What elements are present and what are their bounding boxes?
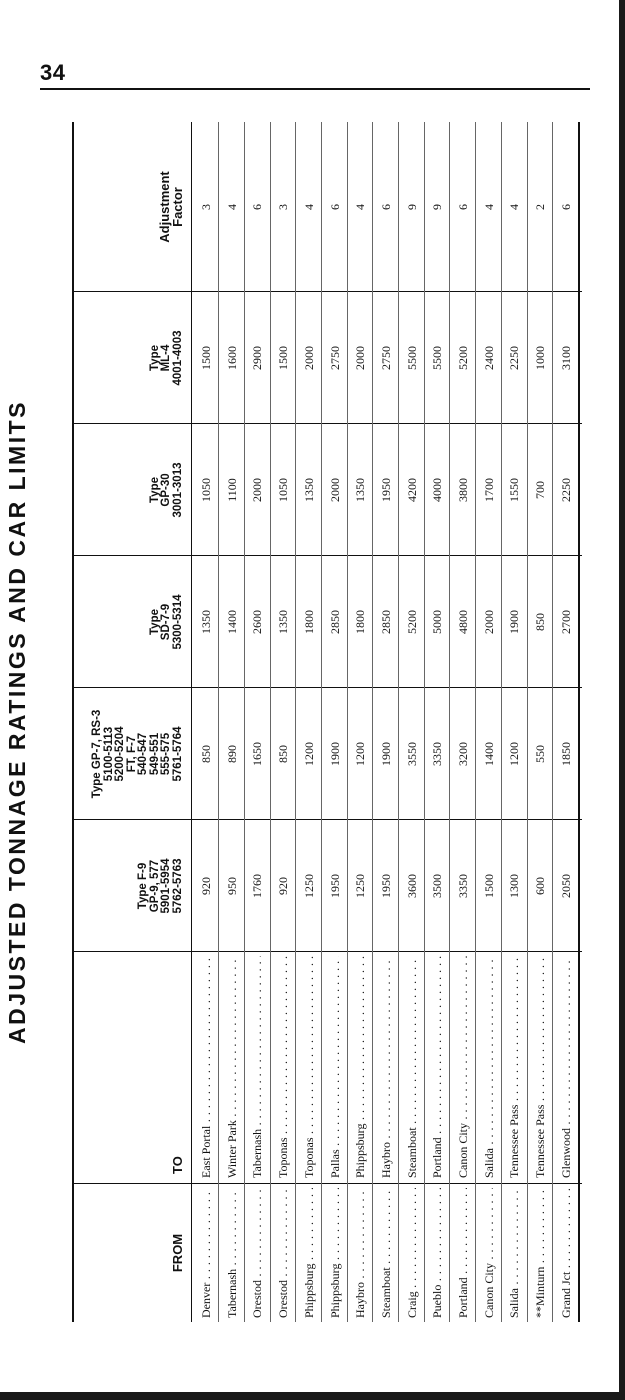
cell-sd7: 1350: [276, 610, 291, 634]
cell-from: Denver . . .: [194, 1188, 219, 1318]
rotated-table-wrapper: [4, 122, 580, 1322]
header-type-ml4: Type ML-4 4001-4003: [148, 330, 184, 386]
cell-gp30: 2000: [250, 478, 265, 502]
cell-from: Pueblo . . .: [425, 1188, 450, 1318]
cell-to: Winter Park . . .: [220, 956, 245, 1178]
cell-sd7: 1900: [507, 610, 522, 634]
cell-gp30: 1950: [378, 478, 393, 502]
cell-f9: 1500: [481, 874, 496, 898]
cell-gp30: 4200: [404, 478, 419, 502]
cell-gp7: 1900: [327, 742, 342, 766]
table-row: [245, 122, 270, 1322]
cell-sd7: 5200: [404, 610, 419, 634]
cell-to: East Portal . . .: [194, 956, 219, 1178]
cell-ml4: 2000: [301, 346, 316, 370]
cell-f9: 3500: [430, 874, 445, 898]
cell-ml4: 5500: [430, 346, 445, 370]
cell-from: Phippsburg . . .: [297, 1188, 322, 1318]
cell-sd7: 2700: [558, 610, 573, 634]
cell-ml4: 2900: [250, 346, 265, 370]
table-row: [425, 122, 450, 1322]
cell-from: Steamboat . . .: [374, 1188, 399, 1318]
cell-from: **Minturn . . .: [528, 1188, 553, 1318]
cell-f9: 1950: [378, 874, 393, 898]
table-row: [477, 122, 502, 1322]
cell-to: Tabernash . . .: [245, 956, 270, 1178]
cell-gp30: 1550: [507, 478, 522, 502]
page-number: 34: [40, 60, 66, 85]
cell-gp30: 4000: [430, 478, 445, 502]
cell-to: Glenwood . . .: [554, 956, 579, 1178]
cell-adjustment: 3: [199, 204, 213, 210]
cell-adjustment: 6: [378, 204, 393, 210]
cell-f9: 2050: [558, 874, 573, 898]
cell-f9: 1950: [327, 874, 342, 898]
cell-f9: 920: [276, 877, 291, 895]
cell-sd7: 2000: [481, 610, 496, 634]
table-row: [194, 122, 219, 1322]
cell-gp7: 550: [533, 745, 548, 763]
header-adjustment-factor: Adjustment Factor: [157, 171, 185, 243]
cell-sd7: 2600: [250, 610, 265, 634]
cell-gp30: 1700: [481, 478, 496, 502]
cell-adjustment: 6: [558, 204, 573, 210]
cell-f9: 1250: [353, 874, 368, 898]
cell-sd7: 850: [533, 613, 548, 631]
header-type-gp30: Type GP-30 3001-3013: [148, 462, 184, 518]
cell-to: Pallas . . .: [323, 956, 348, 1178]
table-row: [297, 122, 322, 1322]
cell-from: Portland . . .: [451, 1188, 476, 1318]
cell-from: Tabernash . . .: [220, 1188, 245, 1318]
table-row: [400, 122, 425, 1322]
cell-adjustment: 6: [327, 204, 342, 210]
cell-to: Toponas . . .: [297, 956, 322, 1178]
cell-to: Tennessee Pass . . .: [528, 956, 553, 1178]
cell-gp30: 1050: [199, 478, 213, 502]
cell-ml4: 5200: [456, 346, 470, 370]
cell-gp7: 1850: [558, 742, 573, 766]
cell-adjustment: 4: [224, 204, 239, 210]
cell-gp7: 3550: [404, 742, 419, 766]
cell-to: Toponas . . .: [271, 956, 296, 1178]
cell-ml4: 1000: [533, 346, 548, 370]
cell-ml4: 1600: [224, 346, 239, 370]
cell-gp30: 700: [533, 481, 548, 499]
header-type-f9: Type F-9 GP-9, 577 5901-5954 5762-5763: [137, 858, 184, 914]
table-row: [554, 122, 579, 1322]
cell-adjustment: 6: [456, 204, 470, 210]
cell-ml4: 2250: [507, 346, 522, 370]
cell-ml4: 2750: [327, 346, 342, 370]
cell-f9: 600: [533, 877, 548, 895]
cell-gp7: 1200: [507, 742, 522, 766]
cell-to: Steamboat . . .: [400, 956, 425, 1178]
table-body: [194, 122, 580, 1322]
cell-gp7: 1200: [301, 742, 316, 766]
cell-sd7: 1350: [199, 610, 213, 634]
cell-from: Craig . . .: [400, 1188, 425, 1318]
cell-f9: 1300: [507, 874, 522, 898]
cell-from: Orestod . . .: [245, 1188, 270, 1318]
cell-gp7: 3200: [456, 742, 470, 766]
cell-adjustment: 6: [250, 204, 265, 210]
cell-gp7: 890: [224, 745, 239, 763]
cell-gp30: 1100: [224, 478, 239, 502]
cell-f9: 3600: [404, 874, 419, 898]
cell-sd7: 4800: [456, 610, 470, 634]
cell-ml4: 1500: [276, 346, 291, 370]
table-row: [323, 122, 348, 1322]
cell-sd7: 2850: [378, 610, 393, 634]
cell-to: Phippsburg . . .: [348, 956, 373, 1178]
cell-to: Salida . . .: [477, 956, 502, 1178]
table-row: [374, 122, 399, 1322]
header-from: FROM: [170, 1233, 185, 1273]
cell-ml4: 2750: [378, 346, 393, 370]
cell-to: Canon City . . .: [451, 956, 476, 1178]
header-to: TO: [170, 1156, 185, 1174]
cell-sd7: 1800: [353, 610, 368, 634]
table-row: [348, 122, 373, 1322]
bottom-edge-bar: [0, 1392, 625, 1400]
table-header: [74, 122, 192, 1322]
cell-gp7: 1650: [250, 742, 265, 766]
cell-to: Tennessee Pass . . .: [502, 956, 527, 1178]
cell-sd7: 1800: [301, 610, 316, 634]
cell-ml4: 2400: [481, 346, 496, 370]
cell-ml4: 5500: [404, 346, 419, 370]
cell-from: Salida . . .: [502, 1188, 527, 1318]
cell-f9: 920: [199, 877, 213, 895]
cell-adjustment: 4: [507, 204, 522, 210]
right-edge-bar: [619, 0, 625, 1400]
cell-from: Grand Jct . . .: [554, 1188, 579, 1318]
cell-sd7: 2850: [327, 610, 342, 634]
cell-ml4: 3100: [558, 346, 573, 370]
cell-gp30: 1350: [301, 478, 316, 502]
cell-to: Portland . . .: [425, 956, 450, 1178]
cell-sd7: 1400: [224, 610, 239, 634]
table-row: [528, 122, 553, 1322]
cell-gp30: 1350: [353, 478, 368, 502]
cell-to: Haybro . . .: [374, 956, 399, 1178]
cell-adjustment: 9: [404, 204, 419, 210]
cell-from: Haybro . . .: [348, 1188, 373, 1318]
page-title: ADJUSTED TONNAGE RATINGS AND CAR LIMITS: [4, 400, 30, 1044]
cell-gp30: 3800: [456, 478, 470, 502]
cell-adjustment: 4: [301, 204, 316, 210]
cell-from: Canon City . . .: [477, 1188, 502, 1318]
cell-gp30: 1050: [276, 478, 291, 502]
table-row: [220, 122, 245, 1322]
cell-from: Phippsburg . . .: [323, 1188, 348, 1318]
cell-adjustment: 9: [430, 204, 445, 210]
cell-gp7: 1200: [353, 742, 368, 766]
cell-gp7: 850: [276, 745, 291, 763]
cell-gp7: 850: [199, 745, 213, 763]
header-type-gp7: Type GP-7, RS-3 5100-5113 5200-5204 FT, F-7 540-547 549-551 555-575 5761-5764: [91, 709, 184, 799]
cell-sd7: 5000: [430, 610, 445, 634]
tonnage-table: [72, 122, 580, 1322]
cell-adjustment: 4: [353, 204, 368, 210]
cell-adjustment: 2: [533, 204, 548, 210]
header-rule: [40, 88, 590, 90]
cell-from: Orestod . . .: [271, 1188, 296, 1318]
cell-adjustment: 3: [276, 204, 291, 210]
table-row: [502, 122, 527, 1322]
cell-ml4: 2000: [353, 346, 368, 370]
cell-gp7: 1400: [481, 742, 496, 766]
table-row: [271, 122, 296, 1322]
cell-f9: 1250: [301, 874, 316, 898]
cell-gp30: 2250: [558, 478, 573, 502]
cell-gp7: 3350: [430, 742, 445, 766]
cell-gp7: 1900: [378, 742, 393, 766]
cell-f9: 950: [224, 877, 239, 895]
cell-f9: 1760: [250, 874, 265, 898]
cell-f9: 3350: [456, 874, 470, 898]
cell-gp30: 2000: [327, 478, 342, 502]
cell-adjustment: 4: [481, 204, 496, 210]
header-type-sd7: Type SD-7-9 5300-5314: [148, 594, 184, 650]
table-row: [451, 122, 476, 1322]
cell-ml4: 1500: [199, 346, 213, 370]
